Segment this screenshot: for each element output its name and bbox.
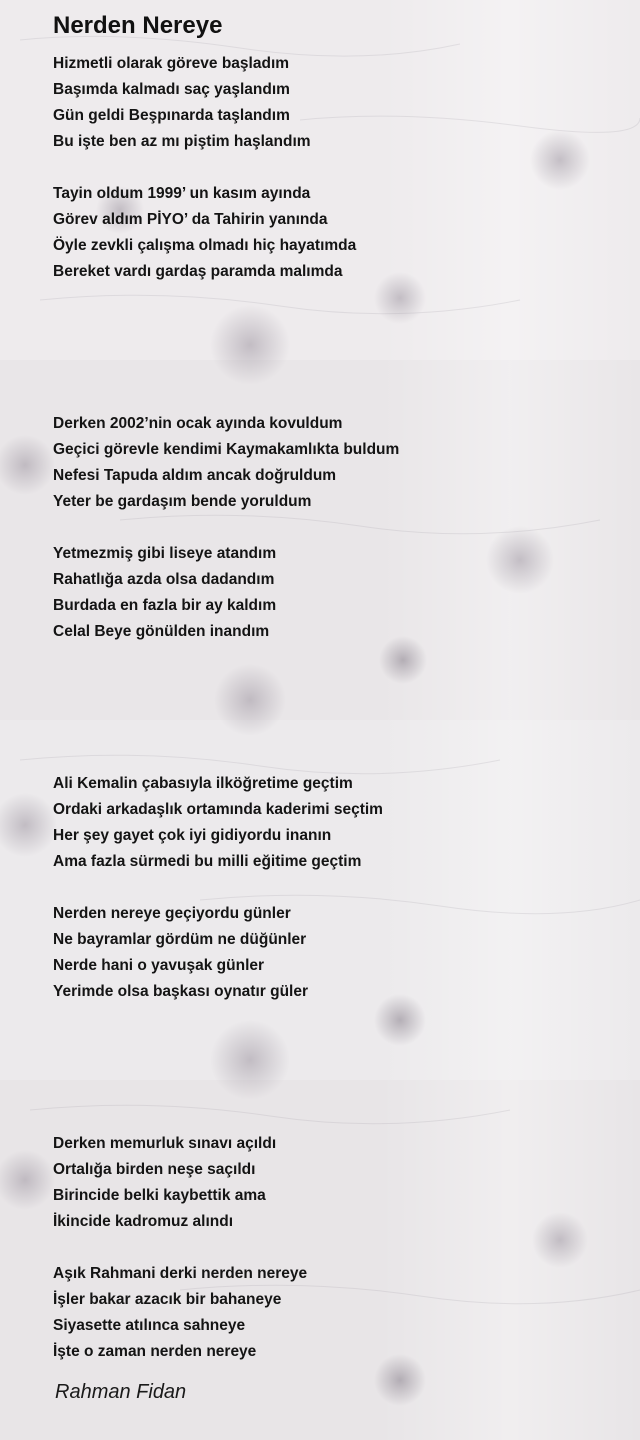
poem-line: Nerde hani o yavuşak günler (53, 957, 265, 974)
poem-line: Öyle zevkli çalışma olmadı hiç hayatımda (53, 237, 357, 254)
stanza-6 (53, 901, 613, 1005)
stanza-5 (53, 771, 613, 875)
stanza-8 (53, 1261, 613, 1365)
poem-line: İkincide kadromuz alındı (53, 1213, 234, 1230)
poem-line: Nerden nereye geçiyordu günler (53, 905, 291, 922)
poem-line: Ne bayramlar gördüm ne düğünler (53, 931, 307, 948)
poem-line: Ortalığa birden neşe saçıldı (53, 1161, 256, 1178)
poem-line: Her şey gayet çok iyi gidiyordu inanın (53, 827, 332, 844)
poem-line: Tayin oldum 1999’ un kasım ayında (53, 185, 311, 202)
stanza-4 (53, 541, 613, 645)
poem-line: Siyasette atılınca sahneye (53, 1317, 246, 1334)
poem-line: Ama fazla sürmedi bu milli eğitime geçtim (53, 853, 362, 870)
poem-line: Hizmetli olarak göreve başladım (53, 55, 290, 72)
stanza-1 (53, 51, 613, 155)
poem-line: Aşık Rahmani derki nerden nereye (53, 1265, 308, 1282)
poem-line: Bereket vardı gardaş paramda malımda (53, 263, 343, 280)
poem-line: Yetmezmiş gibi liseye atandım (53, 545, 277, 562)
poem-line: Ali Kemalin çabasıyla ilköğretime geçtim (53, 775, 353, 792)
stanza-7 (53, 1131, 613, 1235)
poem-line: Rahatlığa azda olsa dadandım (53, 571, 275, 588)
poem-line: Başımda kalmadı saç yaşlandım (53, 81, 290, 98)
poem-line: Ordaki arkadaşlık ortamında kaderimi seçtim (53, 801, 383, 818)
poem-line: İşler bakar azacık bir bahaneye (53, 1291, 282, 1308)
poem-line: Yeter be gardaşım bende yoruldum (53, 493, 312, 510)
poem-author: Rahman Fidan (55, 1381, 187, 1403)
poem-line: İşte o zaman nerden nereye (53, 1343, 257, 1360)
stanza-2 (53, 181, 613, 285)
poem-line: Celal Beye gönülden inandım (53, 623, 270, 640)
poem-line: Bu işte ben az mı piştim haşlandım (53, 133, 311, 150)
poem-line: Derken 2002’nin ocak ayında kovuldum (53, 415, 343, 432)
poem-line: Burdada en fazla bir ay kaldım (53, 597, 277, 614)
poem-line: Yerimde olsa başkası oynatır güler (53, 983, 309, 1000)
poem-title: Nerden Nereye (53, 12, 223, 39)
poem-line: Görev aldım PİYO’ da Tahirin yanında (53, 211, 328, 228)
poem-line: Birincide belki kaybettik ama (53, 1187, 266, 1204)
poem-line: Nefesi Tapuda aldım ancak doğruldum (53, 467, 337, 484)
poem-line: Derken memurluk sınavı açıldı (53, 1135, 277, 1152)
poem-line: Geçici görevle kendimi Kaymakamlıkta buldum (53, 441, 400, 458)
stanza-3 (53, 411, 613, 515)
poem-line: Gün geldi Beşpınarda taşlandım (53, 107, 290, 124)
